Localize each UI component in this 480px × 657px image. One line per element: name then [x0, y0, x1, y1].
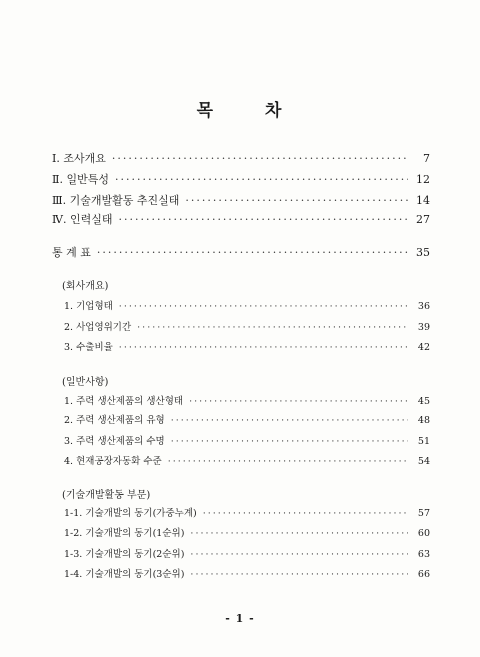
toc-item[interactable]: [64, 393, 430, 407]
toc-item[interactable]: [64, 505, 430, 519]
leader-dots: [203, 508, 408, 519]
leader-dots: [115, 173, 408, 186]
entry-label: Ⅰ. 조사개요: [52, 152, 106, 165]
entry-page: 14: [416, 194, 430, 207]
leader-dots: [189, 396, 408, 407]
item-label: 1. 기업형태: [64, 301, 113, 312]
entry-page: 12: [416, 173, 430, 186]
toc-entry-4[interactable]: [52, 211, 430, 227]
section-heading: (기술개발활동 부문): [62, 490, 151, 501]
item-label: 1-3. 기술개발의 동기(2순위): [64, 549, 185, 560]
item-label: 3. 주력 생산제품의 수명: [64, 436, 165, 447]
toc-item[interactable]: [64, 433, 430, 447]
item-page: 66: [417, 569, 430, 580]
leader-dots: [190, 528, 408, 539]
item-page: 60: [417, 528, 430, 539]
entry-page: 35: [416, 246, 430, 259]
page-number-footer: - 1 -: [225, 612, 255, 625]
item-page: 54: [417, 456, 430, 467]
item-label: 1-1. 기술개발의 동기(가중누계): [64, 508, 197, 519]
toc-item[interactable]: [64, 339, 430, 353]
item-page: 63: [417, 549, 430, 560]
item-label: 4. 현재공장자동화 수준: [64, 456, 162, 467]
toc-entry-2[interactable]: [52, 171, 430, 187]
item-label: 1-4. 기술개발의 동기(3순위): [64, 569, 185, 580]
item-page: 51: [417, 436, 430, 447]
item-page: 57: [417, 508, 430, 519]
toc-entry-1[interactable]: [52, 150, 430, 166]
toc-item[interactable]: [64, 298, 430, 312]
entry-label: Ⅳ. 인력실태: [52, 213, 113, 226]
item-label: 2. 사업영위기간: [64, 322, 132, 333]
item-label: 3. 수출비율: [64, 342, 113, 353]
item-page: 36: [417, 301, 430, 312]
leader-dots: [119, 301, 408, 312]
entry-label: Ⅲ. 기술개발활동 추진실태: [52, 194, 180, 207]
entry-label: 통 계 표: [52, 246, 91, 259]
page-title: [0, 96, 480, 121]
leader-dots: [190, 569, 408, 580]
toc-item[interactable]: [64, 566, 430, 580]
toc-entry-stats[interactable]: [52, 244, 430, 260]
leader-dots: [185, 194, 408, 207]
leader-dots: [171, 436, 408, 447]
leader-dots: [190, 549, 408, 560]
item-page: 42: [417, 342, 430, 353]
toc-entry-3[interactable]: [52, 192, 430, 208]
leader-dots: [119, 213, 409, 226]
entry-label: Ⅱ. 일반특성: [52, 173, 109, 186]
toc-item[interactable]: [64, 412, 430, 426]
item-label: 1. 주력 생산제품의 생산형태: [64, 396, 184, 407]
toc-item[interactable]: [64, 319, 430, 333]
item-page: 45: [417, 396, 430, 407]
title-right: 차: [265, 101, 284, 121]
item-page: 39: [417, 322, 430, 333]
toc-item[interactable]: [64, 453, 430, 467]
leader-dots: [97, 246, 408, 259]
item-label: 2. 주력 생산제품의 유형: [64, 415, 165, 426]
leader-dots: [137, 322, 408, 333]
item-page: 48: [417, 415, 430, 426]
entry-page: 27: [416, 213, 430, 226]
item-label: 1-2. 기술개발의 동기(1순위): [64, 528, 185, 539]
title-left: 목: [196, 101, 215, 121]
section-heading: (일반사항): [62, 377, 109, 388]
leader-dots: [171, 415, 408, 426]
toc-item[interactable]: [64, 546, 430, 560]
section-heading: (회사개요): [62, 281, 109, 292]
leader-dots: [119, 342, 408, 353]
toc-item[interactable]: [64, 525, 430, 539]
leader-dots: [168, 456, 408, 467]
entry-page: 7: [423, 152, 430, 165]
leader-dots: [112, 152, 408, 165]
